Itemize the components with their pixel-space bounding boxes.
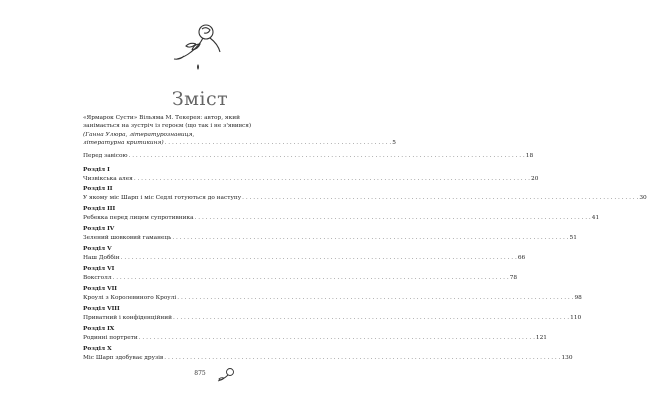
section-heading: Розділ I bbox=[83, 167, 110, 173]
toc-entry[interactable] bbox=[83, 194, 647, 202]
section-heading: Розділ II bbox=[83, 186, 113, 192]
intro-line-2: занімається на зустріч із героєм (що так і не з'явився) bbox=[83, 123, 252, 130]
section-heading: Розділ IX bbox=[83, 326, 115, 332]
toc-entry-label: У якому міс Шарп і міс Седлі готуються до наступу bbox=[83, 195, 242, 201]
toc-entry[interactable] bbox=[83, 294, 582, 302]
section-heading: Розділ VI bbox=[83, 266, 115, 272]
toc-entry[interactable] bbox=[83, 354, 573, 362]
intro-entry bbox=[83, 114, 396, 148]
toc-entry[interactable] bbox=[83, 274, 518, 282]
section-heading: Розділ III bbox=[83, 206, 116, 212]
toc-entry-page: 51 bbox=[569, 235, 577, 241]
toc-entry-page: 78 bbox=[509, 275, 518, 281]
flower-ornament-icon bbox=[214, 366, 238, 388]
toc-entry-label: Зелений шовковий гаманець bbox=[83, 235, 172, 241]
toc-entry-page: 110 bbox=[570, 315, 582, 321]
toc-entry[interactable] bbox=[83, 314, 582, 322]
toc-entry-label: Кроулі з Королевиного Кроулі bbox=[83, 295, 177, 301]
page-number: 875 bbox=[194, 370, 206, 377]
intro-line-1: «Ярмарок Сусти» Вільяма М. Текерея: автор, який bbox=[83, 115, 240, 121]
toc-entry-page: 20 bbox=[531, 176, 539, 182]
intro-page: 5 bbox=[392, 140, 396, 147]
toc-entry[interactable] bbox=[83, 234, 577, 242]
toc-entry-label: Наш Доббін bbox=[83, 255, 120, 261]
toc-entry-page: 121 bbox=[535, 335, 547, 341]
toc-entry-label: Ребекка перед лицем супротивника bbox=[83, 215, 194, 221]
toc-entry[interactable] bbox=[83, 214, 600, 222]
toc-entry-label: Родинні портрети bbox=[83, 335, 138, 341]
intro-line-3: (Ганна Улюра, літературознавиця, bbox=[83, 131, 195, 138]
toc-entry-page: 66 bbox=[517, 255, 526, 261]
toc-entry-label: Перед завісою bbox=[83, 153, 128, 159]
toc-entry-page: 41 bbox=[591, 215, 600, 221]
toc-entry-label: Приватний і конфіденційний bbox=[83, 315, 172, 321]
page-title: Зміст bbox=[171, 88, 229, 110]
toc-entry-page: 130 bbox=[561, 355, 573, 361]
toc-entry[interactable] bbox=[83, 334, 547, 342]
toc-entry-page: 30 bbox=[639, 195, 647, 201]
section-heading: Розділ VIII bbox=[83, 306, 120, 312]
section-heading: Розділ IV bbox=[83, 226, 115, 232]
toc-entry[interactable] bbox=[83, 152, 534, 160]
toc-entry-page: 18 bbox=[525, 153, 534, 159]
rose-ornament-icon bbox=[170, 18, 230, 76]
toc-entry[interactable] bbox=[83, 254, 526, 262]
section-heading: Розділ X bbox=[83, 346, 112, 352]
section-heading: Розділ VII bbox=[83, 286, 118, 292]
toc-entry-label: Міс Шарп здобуває друзів bbox=[83, 355, 164, 361]
toc-entry-page: 98 bbox=[574, 295, 582, 301]
section-heading: Розділ V bbox=[83, 246, 112, 252]
intro-line-4: літературна критикиня) . . . . . . . . . . . . . . . . . . . . . . . . . . . . . . . . . . . . . . . . . . . . . . . . . . . . . . . . . . . . . . 5 bbox=[83, 140, 396, 147]
toc-entry-label: Чизвікська алея bbox=[83, 176, 133, 182]
toc-entry[interactable] bbox=[83, 175, 539, 183]
toc-entry-label: Воксголл bbox=[83, 275, 112, 281]
